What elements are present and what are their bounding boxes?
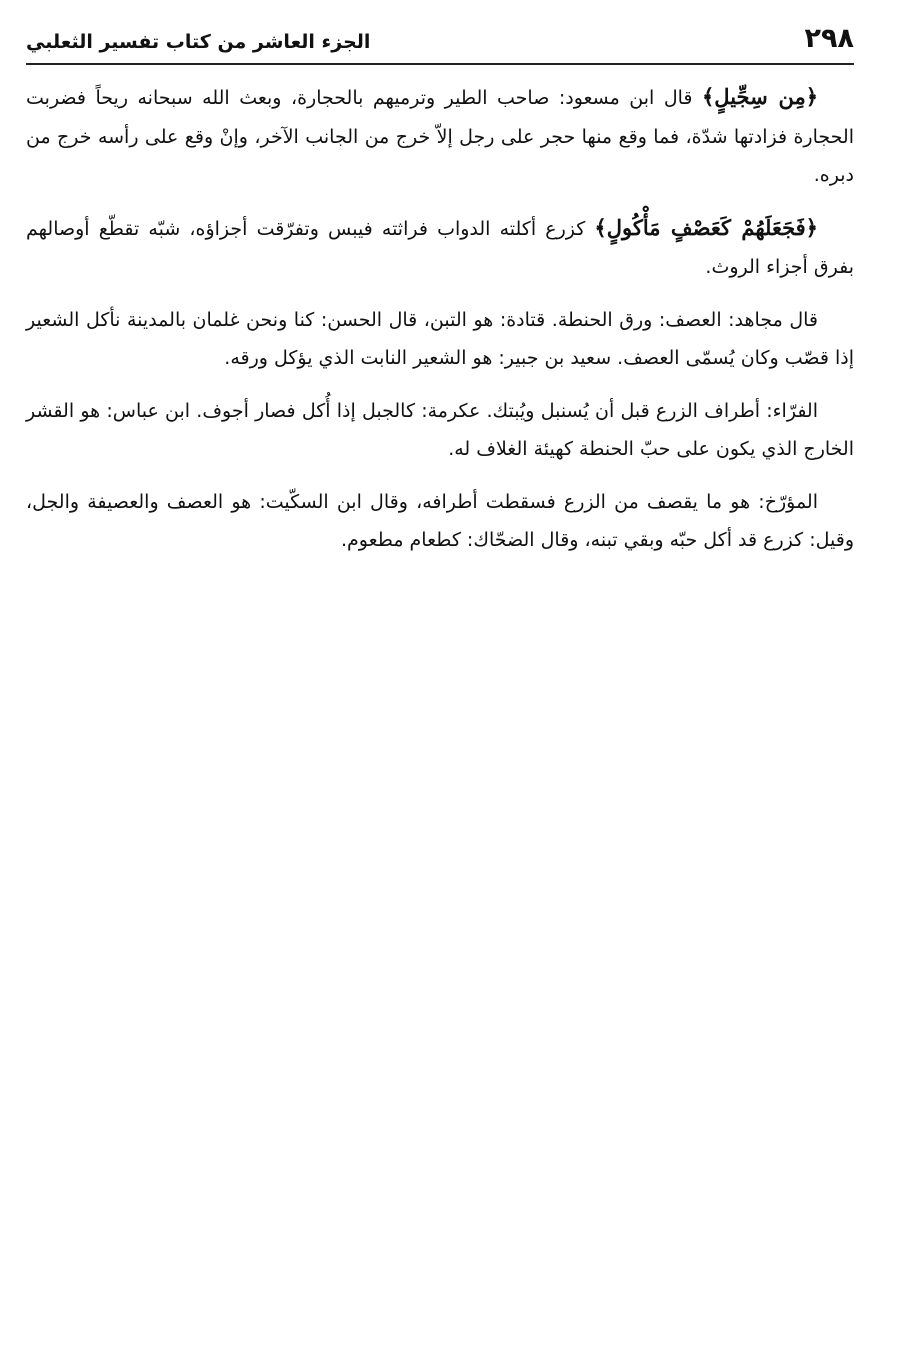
commentary-text: كزرع أكلته الدواب فراثته فيبس وتفرّقت أجزاؤه، شبّه تقطّع أوصالهم بفرق أجزاء الروث. bbox=[26, 217, 854, 278]
running-title: الجزء العاشر من كتاب تفسير الثعلبي bbox=[26, 31, 371, 53]
paragraph bbox=[26, 483, 854, 560]
header-rule bbox=[26, 63, 854, 65]
body-text bbox=[26, 78, 854, 574]
commentary-text: قال مجاهد: العصف: ورق الحنطة. قتادة: هو التبن، قال الحسن: كنا ونحن غلمان بالمدينة نأكل الشعير إذا قصّب وكان يُسمّى العصف. سعيد بن جبير: هو الشعير النابت الذي يؤكل ورقه. bbox=[26, 308, 854, 369]
quran-verse: ﴿مِن سِجِّيلٍ﴾ bbox=[702, 84, 818, 109]
page-number: ٢٩٨ bbox=[804, 23, 854, 54]
paragraph bbox=[26, 392, 854, 469]
commentary-text: قال ابن مسعود: صاحب الطير وترميهم بالحجارة، وبعث الله سبحانه ريحاً فضربت الحجارة فزادتها شدّة، فما وقع منها حجر على رجل إلاّ خرج من الجانب الآخر، وإنْ وقع على رأسه خرج من دبره. bbox=[26, 87, 854, 186]
paragraph bbox=[26, 209, 854, 287]
page-header bbox=[26, 20, 854, 60]
paragraph bbox=[26, 301, 854, 378]
commentary-text: الفرّاء: أطراف الزرع قبل أن يُسنبل ويُبتك. عكرمة: كالجبل إذا أُكل فصار أجوف. ابن عباس: هو القشر الخارج الذي يكون على حبّ الحنطة كهيئة الغلاف له. bbox=[26, 399, 854, 460]
quran-verse: ﴿فَجَعَلَهُمْ كَعَصْفٍ مَأْكُولٍ﴾ bbox=[594, 214, 818, 240]
commentary-text: المؤرّخ: هو ما يقصف من الزرع فسقطت أطرافه، وقال ابن السكّيت: هو العصف والعصيفة والجل، وقيل: كزرع قد أكل حبّه وبقي تبنه، وقال الضحّاك: كطعام مطعوم. bbox=[26, 490, 854, 551]
paragraph bbox=[26, 78, 854, 195]
